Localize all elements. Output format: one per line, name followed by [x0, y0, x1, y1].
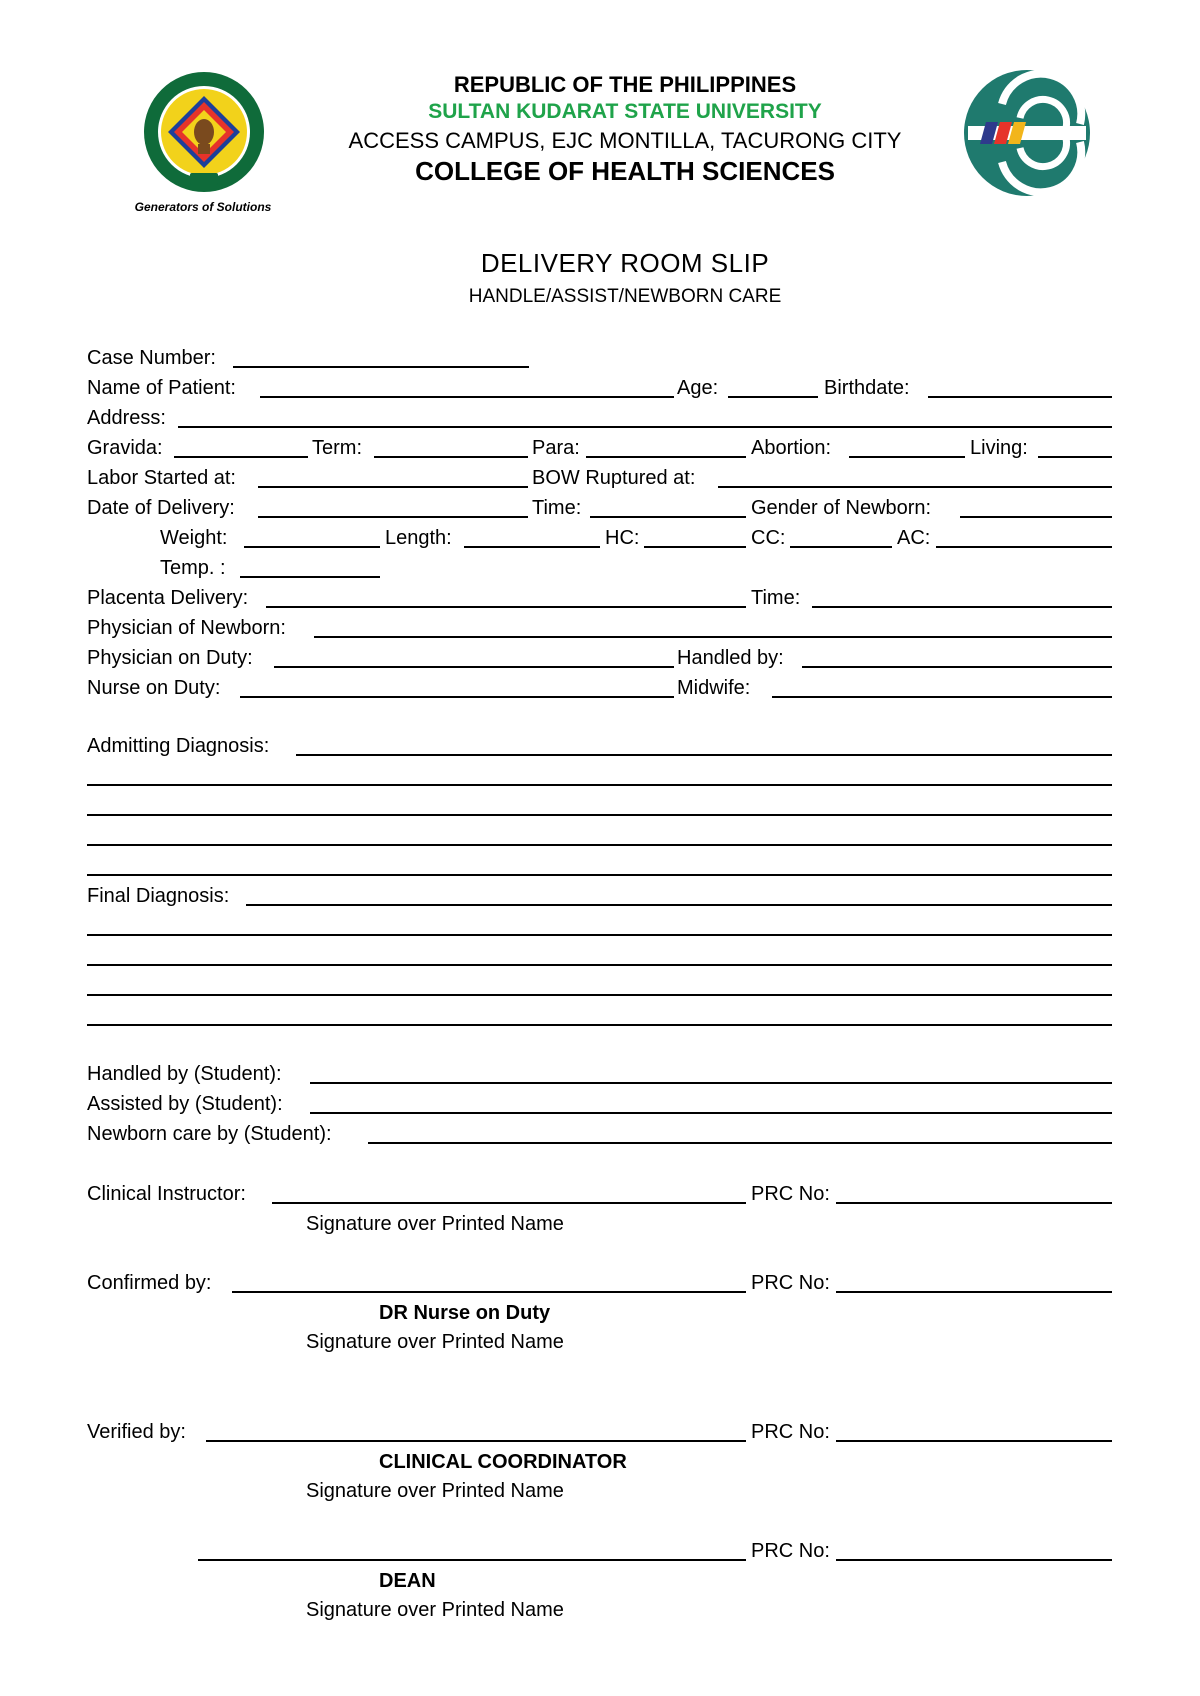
admitting-diagnosis-label: Admitting Diagnosis:	[87, 735, 270, 757]
university-name: SULTAN KUDARAT STATE UNIVERSITY	[428, 100, 822, 123]
placenta-delivery-label: Placenta Delivery:	[87, 587, 249, 609]
clinical-instructor-prc-label: PRC No:	[751, 1183, 830, 1205]
newborn-physician-label: Physician of Newborn:	[87, 617, 286, 639]
temp-label: Temp. :	[160, 557, 226, 579]
final-diagnosis-label: Final Diagnosis:	[87, 885, 230, 907]
dean-caption: DEAN	[379, 1570, 436, 1592]
placenta-delivery-line[interactable]	[266, 606, 746, 608]
assisted-by-student-label: Assisted by (Student):	[87, 1093, 283, 1115]
verified-by-line[interactable]	[206, 1440, 746, 1442]
para-line[interactable]	[586, 456, 746, 458]
ac-label: AC:	[897, 527, 931, 549]
confirmed-by-line[interactable]	[232, 1291, 746, 1293]
weight-label: Weight:	[160, 527, 228, 549]
weight-line[interactable]	[244, 546, 380, 548]
verified-by-prc-line[interactable]	[836, 1440, 1112, 1442]
address-line[interactable]	[178, 426, 1112, 428]
handled-by-line[interactable]	[802, 666, 1112, 668]
address-label: Address:	[87, 407, 166, 429]
final-diagnosis-line-5[interactable]	[87, 1024, 1112, 1026]
document-subtitle: HANDLE/ASSIST/NEWBORN CARE	[468, 286, 782, 307]
confirmed-by-prc-line[interactable]	[836, 1291, 1112, 1293]
college-name: COLLEGE OF HEALTH SCIENCES	[415, 156, 835, 186]
campus-address: ACCESS CAMPUS, EJC MONTILLA, TACURONG CITY	[348, 128, 902, 153]
newborn-gender-line[interactable]	[960, 516, 1112, 518]
temp-line[interactable]	[240, 576, 380, 578]
admitting-diagnosis-line-2[interactable]	[87, 784, 1112, 786]
labor-started-line[interactable]	[258, 486, 528, 488]
length-label: Length:	[385, 527, 452, 549]
handled-by-student-label: Handled by (Student):	[87, 1063, 282, 1085]
bow-ruptured-line[interactable]	[718, 486, 1112, 488]
gravida-label: Gravida:	[87, 437, 163, 459]
clinical-instructor-line[interactable]	[272, 1202, 746, 1204]
hc-line[interactable]	[644, 546, 746, 548]
delivery-time-line[interactable]	[590, 516, 746, 518]
newborn-care-student-label: Newborn care by (Student):	[87, 1123, 332, 1145]
verified-by-prc-label: PRC No:	[751, 1421, 830, 1443]
term-label: Term:	[312, 437, 362, 459]
clinical-instructor-prc-line[interactable]	[836, 1202, 1112, 1204]
delivery-date-label: Date of Delivery:	[87, 497, 235, 519]
university-tagline: Generators of Solutions	[134, 200, 272, 214]
age-label: Age:	[677, 377, 719, 399]
cc-line[interactable]	[790, 546, 892, 548]
living-label: Living:	[970, 437, 1028, 459]
term-line[interactable]	[374, 456, 528, 458]
handled-by-label: Handled by:	[677, 647, 784, 669]
hc-label: HC:	[605, 527, 640, 549]
admitting-diagnosis-line-5[interactable]	[87, 874, 1112, 876]
clinical-instructor-signature-caption: Signature over Printed Name	[306, 1213, 564, 1235]
midwife-line[interactable]	[772, 696, 1112, 698]
dean-prc-label: PRC No:	[751, 1540, 830, 1562]
newborn-physician-line[interactable]	[314, 636, 1112, 638]
age-line[interactable]	[728, 396, 818, 398]
delivery-date-line[interactable]	[258, 516, 528, 518]
dean-signature-caption: Signature over Printed Name	[306, 1599, 564, 1621]
college-logo	[962, 68, 1092, 198]
placenta-time-line[interactable]	[812, 606, 1112, 608]
labor-started-label: Labor Started at:	[87, 467, 236, 489]
case-number-line[interactable]	[233, 366, 529, 368]
physician-on-duty-line[interactable]	[274, 666, 674, 668]
birthdate-line[interactable]	[928, 396, 1112, 398]
abortion-line[interactable]	[849, 456, 965, 458]
midwife-label: Midwife:	[677, 677, 751, 699]
final-diagnosis-line-1[interactable]	[246, 904, 1112, 906]
case-number-label: Case Number:	[87, 347, 216, 369]
confirmed-by-prc-label: PRC No:	[751, 1272, 830, 1294]
final-diagnosis-line-2[interactable]	[87, 934, 1112, 936]
dean-signature-line[interactable]	[198, 1559, 746, 1561]
final-diagnosis-line-4[interactable]	[87, 994, 1112, 996]
assisted-by-student-line[interactable]	[310, 1112, 1112, 1114]
final-diagnosis-line-3[interactable]	[87, 964, 1112, 966]
republic-heading: REPUBLIC OF THE PHILIPPINES	[453, 72, 797, 97]
patient-name-label: Name of Patient:	[87, 377, 236, 399]
nurse-on-duty-line[interactable]	[240, 696, 674, 698]
document-title: DELIVERY ROOM SLIP	[480, 248, 770, 278]
confirmed-by-label: Confirmed by:	[87, 1272, 212, 1294]
bow-ruptured-label: BOW Ruptured at:	[532, 467, 696, 489]
placenta-time-label: Time:	[751, 587, 801, 609]
newborn-gender-label: Gender of Newborn:	[751, 497, 932, 519]
admitting-diagnosis-line-1[interactable]	[296, 754, 1112, 756]
abortion-label: Abortion:	[751, 437, 832, 459]
nurse-on-duty-label: Nurse on Duty:	[87, 677, 221, 699]
birthdate-label: Birthdate:	[824, 377, 910, 399]
admitting-diagnosis-line-4[interactable]	[87, 844, 1112, 846]
confirmed-by-signature-caption: Signature over Printed Name	[306, 1331, 564, 1353]
ac-line[interactable]	[936, 546, 1112, 548]
para-label: Para:	[532, 437, 580, 459]
clinical-coordinator-caption: CLINICAL COORDINATOR	[379, 1451, 627, 1473]
verified-by-signature-caption: Signature over Printed Name	[306, 1480, 564, 1502]
delivery-time-label: Time:	[532, 497, 582, 519]
verified-by-label: Verified by:	[87, 1421, 186, 1443]
living-line[interactable]	[1038, 456, 1112, 458]
patient-name-line[interactable]	[260, 396, 674, 398]
physician-on-duty-label: Physician on Duty:	[87, 647, 253, 669]
dr-nurse-on-duty-caption: DR Nurse on Duty	[379, 1302, 551, 1324]
cc-label: CC:	[751, 527, 786, 549]
university-seal-logo	[130, 70, 278, 194]
clinical-instructor-label: Clinical Instructor:	[87, 1183, 246, 1205]
dean-prc-line[interactable]	[836, 1559, 1112, 1561]
gravida-line[interactable]	[174, 456, 308, 458]
length-line[interactable]	[464, 546, 600, 548]
admitting-diagnosis-line-3[interactable]	[87, 814, 1112, 816]
newborn-care-student-line[interactable]	[368, 1142, 1112, 1144]
handled-by-student-line[interactable]	[310, 1082, 1112, 1084]
